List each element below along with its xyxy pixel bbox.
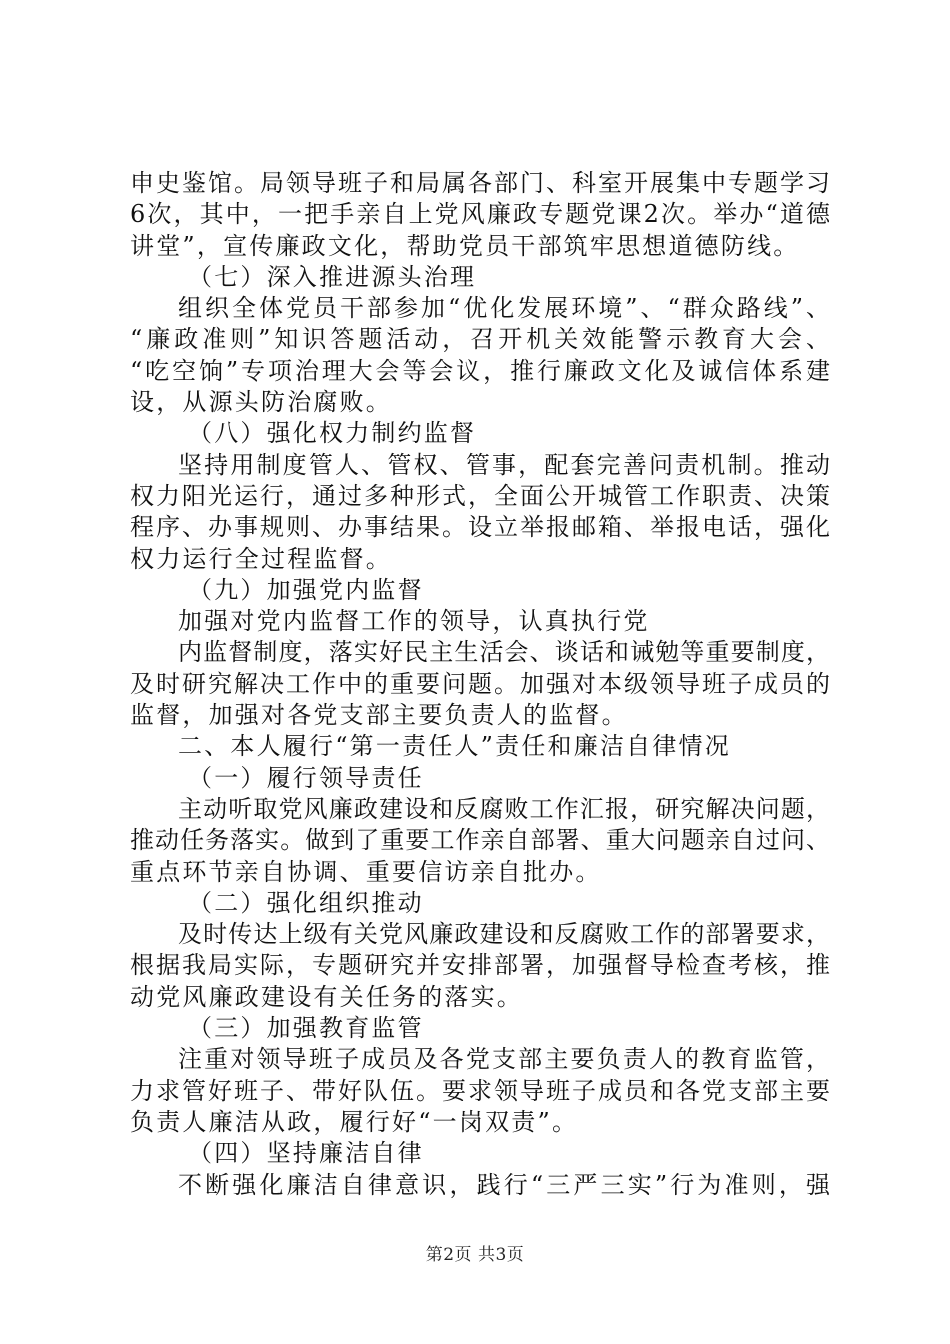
section-heading: （二）强化组织推动 (188, 888, 424, 917)
text-line: 及时传达上级有关党风廉政建设和反腐败工作的部署要求， (178, 920, 830, 949)
text-line: 重点环节亲自协调、重要信访亲自批办。 (130, 857, 602, 886)
section-heading: （九）加强党内监督 (188, 575, 424, 604)
text-line: 程序、办事规则、办事结果。设立举报邮箱、举报电话，强化 (130, 513, 830, 542)
text-line: 推动任务落实。做到了重要工作亲自部署、重大问题亲自过问、 (130, 826, 830, 855)
text-line: 力求管好班子、带好队伍。要求领导班子成员和各党支部主要 (130, 1076, 830, 1105)
text-line: 根据我局实际，专题研究并安排部署，加强督导检查考核，推 (130, 951, 830, 980)
section-heading: （七）深入推进源头治理 (188, 262, 477, 291)
text-line: 6次，其中，一把手亲自上党风廉政专题党课2次。举办“道德 (130, 200, 830, 229)
document-body (130, 168, 830, 1201)
text-line: 坚持用制度管人、管权、管事，配套完善问责机制。推动 (178, 450, 830, 479)
text-line: 权力运行全过程监督。 (130, 544, 392, 573)
page-number: 第2页 共3页 (425, 1245, 525, 1265)
section-heading: （三）加强教育监管 (188, 1014, 424, 1043)
text-line: 设，从源头防治腐败。 (130, 388, 392, 417)
text-line: 主动听取党风廉政建设和反腐败工作汇报，研究解决问题， (178, 794, 830, 823)
text-line: “廉政准则”知识答题活动，召开机关效能警示教育大会、 (130, 325, 830, 354)
text-line: 内监督制度，落实好民主生活会、谈话和诫勉等重要制度， (178, 638, 830, 667)
text-line: 注重对领导班子成员及各党支部主要负责人的教育监管， (178, 1045, 830, 1074)
text-line: 权力阳光运行，通过多种形式，全面公开城管工作职责、决策 (130, 481, 830, 510)
text-line: “吃空饷”专项治理大会等会议，推行廉政文化及诚信体系建 (130, 356, 830, 385)
section-heading: （八）强化权力制约监督 (188, 419, 477, 448)
section-heading: （一）履行领导责任 (188, 763, 424, 792)
text-line: 讲堂”，宣传廉政文化，帮助党员干部筑牢思想道德防线。 (130, 231, 800, 260)
text-line: 不断强化廉洁自律意识，践行“三严三实”行为准则，强 (178, 1170, 830, 1199)
text-line: 申史鉴馆。局领导班子和局属各部门、科室开展集中专题学习 (130, 169, 830, 197)
section-heading: （四）坚持廉洁自律 (188, 1139, 424, 1168)
text-line: 加强对党内监督工作的领导，认真执行党 (178, 607, 650, 636)
text-line: 及时研究解决工作中的重要问题。加强对本级领导班子成员的 (130, 669, 830, 698)
text-line: 组织全体党员干部参加“优化发展环境”、“群众路线”、 (178, 294, 830, 323)
page-footer (0, 1240, 950, 1265)
chapter-heading: 二、本人履行“第一责任人”责任和廉洁自律情况 (178, 732, 731, 761)
text-line: 动党风廉政建设有关任务的落实。 (130, 982, 523, 1011)
text-line: 负责人廉洁从政，履行好“一岗双责”。 (130, 1107, 579, 1136)
text-line: 监督，加强对各党支部主要负责人的监督。 (130, 701, 628, 730)
